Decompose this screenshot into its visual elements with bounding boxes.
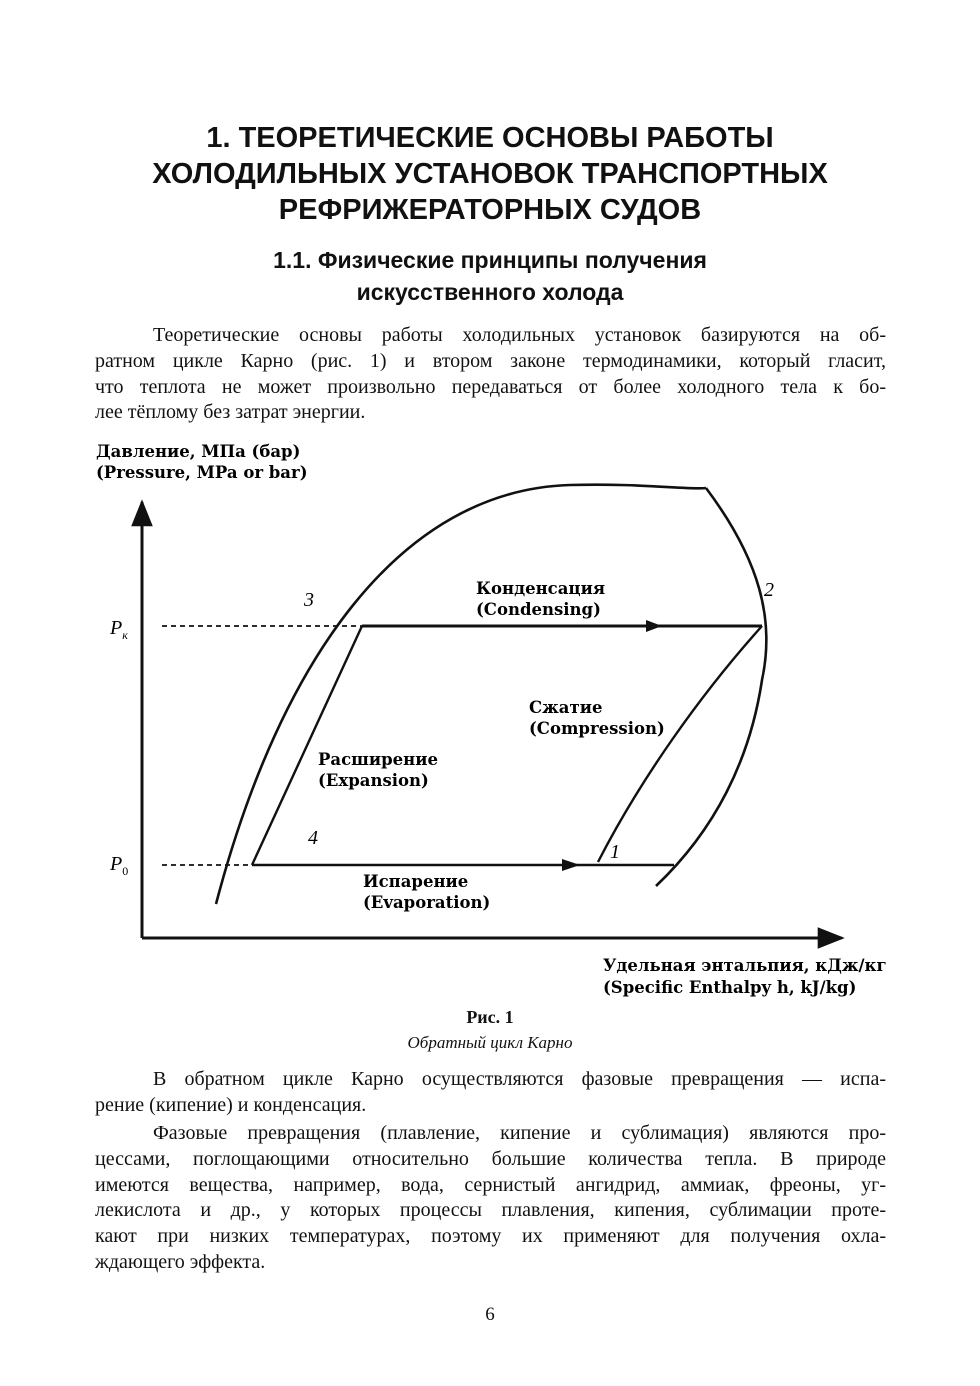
point-4-label: 4 [308, 827, 318, 849]
chapter-title-line: ХОЛОДИЛЬНЫХ УСТАНОВОК ТРАНСПОРТНЫХ [152, 158, 828, 190]
point-1-label: 1 [610, 841, 620, 863]
x-axis-label-ru: Удельная энтальпия, кДж/кг [603, 956, 887, 975]
point-2-label: 2 [764, 579, 774, 601]
evaporation-arrow [562, 859, 580, 871]
text-line: кают при низких температурах, поэтому их применяют для получения охла- [95, 1225, 886, 1248]
expansion-line [252, 626, 362, 865]
text-line: Теоретические основы работы холодильных установок базируются на об- [153, 324, 886, 346]
condensing-arrow [646, 620, 662, 632]
saturated-liquid-curve [216, 485, 706, 904]
page-number: 6 [485, 1304, 495, 1325]
carnot-cycle-figure [0, 430, 980, 1030]
paragraph-transformations [95, 1121, 886, 1276]
text-line: ждающего эффекта. [95, 1250, 266, 1273]
y-axis-label-en: (Pressure, MPa or bar) [96, 463, 308, 482]
text-line: Фазовые превращения (плавление, кипение и сублимация) являются про- [153, 1122, 886, 1144]
evaporation-label-ru: Испарение [363, 872, 469, 891]
section-title [90, 244, 890, 308]
text-line: ратном цикле Карно (рис. 1) и втором законе термодинамики, который гласит, [95, 349, 886, 372]
section-title-line: искусственного холода [356, 279, 624, 305]
pk-label: $P_к$ [110, 617, 128, 642]
p0-label: $P_0$ [110, 853, 129, 878]
expansion-label-ru: Расширение [318, 750, 438, 769]
compression-label-ru: Сжатие [529, 698, 603, 717]
chapter-title-line: 1. ТЕОРЕТИЧЕСКИЕ ОСНОВЫ РАБОТЫ [206, 122, 774, 154]
chapter-title-line: РЕФРИЖЕРАТОРНЫХ СУДОВ [278, 194, 702, 226]
point-3-label: 3 [304, 589, 314, 611]
condensing-label-ru: Конденсация [476, 579, 606, 598]
figure-caption-subtitle: Обратный цикл Карно [407, 1033, 573, 1052]
chapter-title [90, 120, 890, 228]
compression-line [598, 626, 762, 862]
text-line: что теплота не может произвольно передаваться от более холодного тела к бо- [95, 375, 886, 398]
evaporation-label-en: (Evaporation) [363, 893, 491, 912]
text-line: лее тёплому без затрат энергии. [95, 401, 366, 424]
x-axis-label-en: (Specific Enthalpy h, kJ/kg) [603, 978, 857, 997]
expansion-label-en: (Expansion) [318, 771, 429, 790]
paragraph-phase [95, 1067, 886, 1119]
text-line: имеются вещества, например, вода, сернистый ангидрид, аммиак, фреоны, уг- [95, 1173, 886, 1196]
condensing-label-en: (Condensing) [476, 600, 601, 619]
section-title-line: 1.1. Физические принципы получения [273, 247, 707, 273]
text-line: В обратном цикле Карно осуществляются фазовые превращения — испа- [153, 1068, 886, 1090]
y-axis-label-ru: Давление, МПа (бар) [96, 442, 301, 461]
figure-caption-title: Рис. 1 [466, 1007, 514, 1027]
text-line: цессами, поглощающими относительно большие количества тепла. В природе [95, 1147, 886, 1170]
paragraph-intro [95, 323, 886, 426]
text-line: лекислота и др., у которых процессы плавления, кипения, сублимации проте- [95, 1199, 886, 1222]
compression-label-en: (Compression) [529, 719, 665, 738]
text-line: рение (кипение) и конденсация. [95, 1093, 367, 1116]
